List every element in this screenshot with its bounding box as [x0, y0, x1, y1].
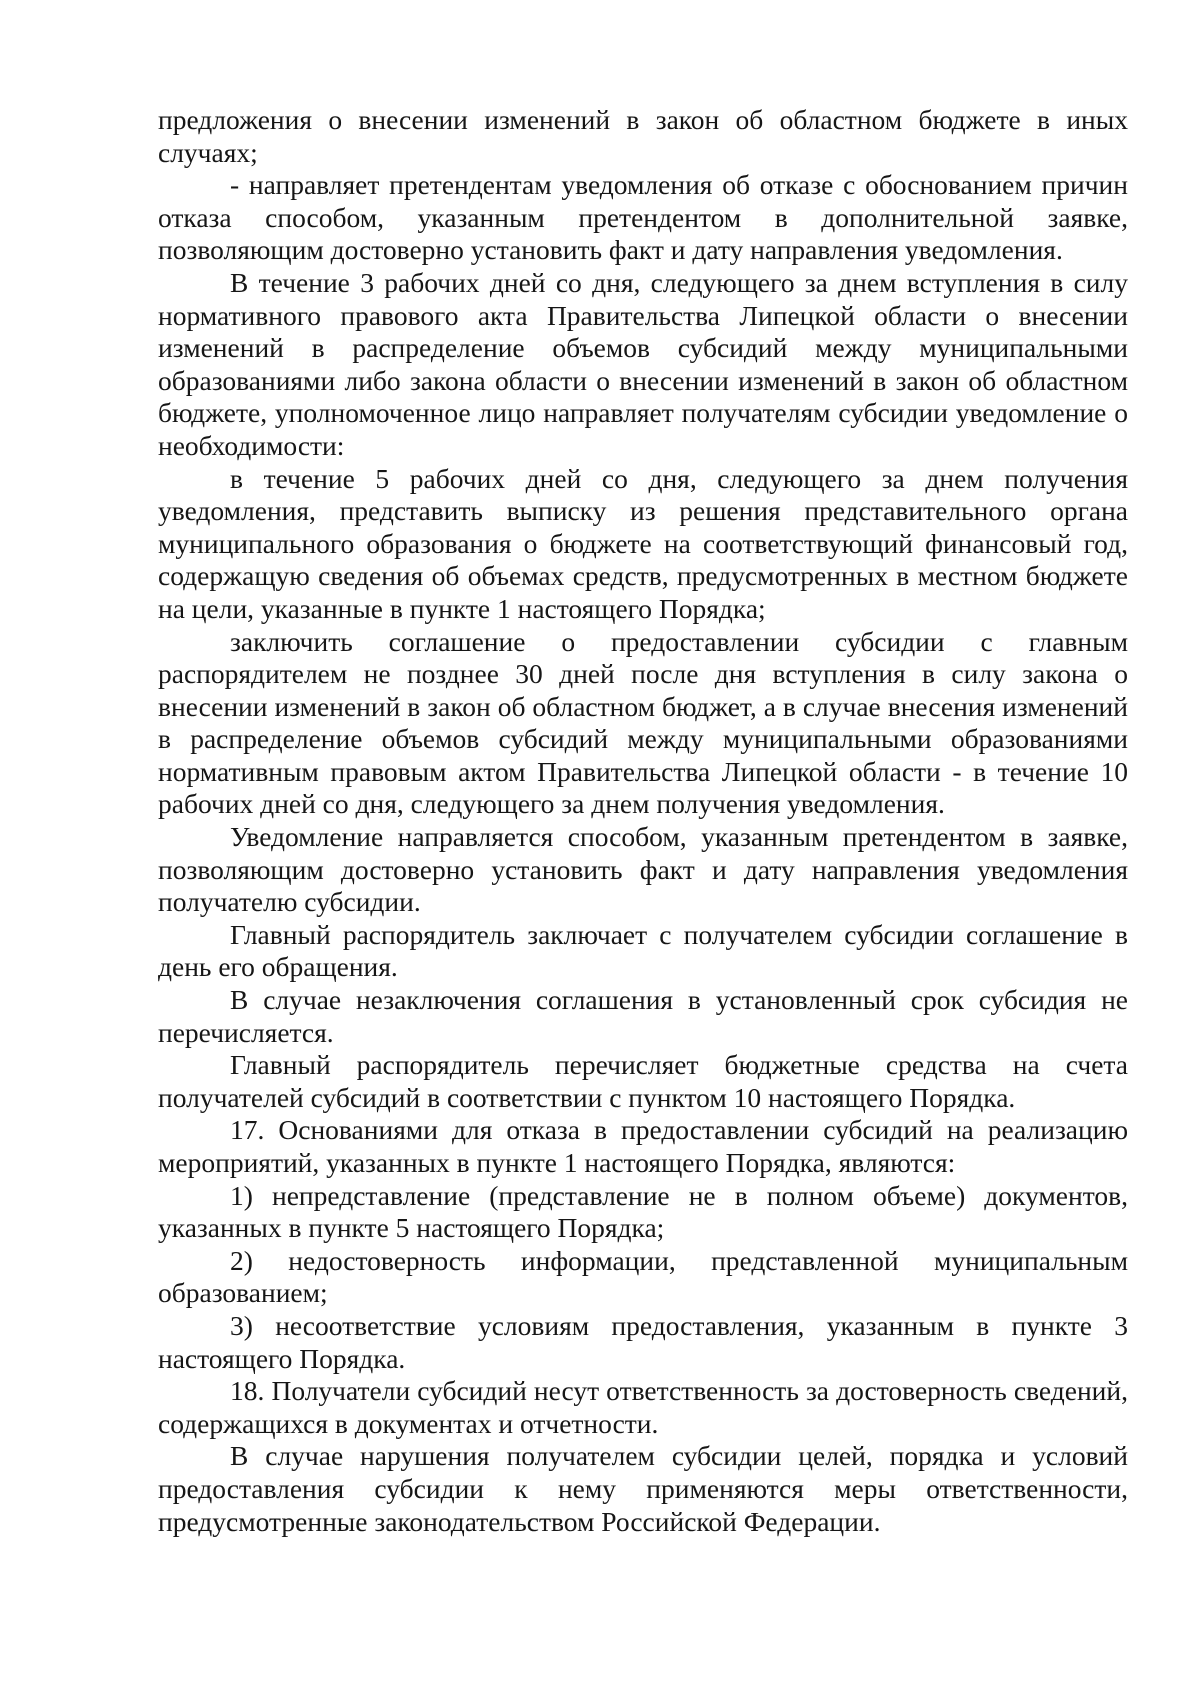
paragraph-13: 3) несоответствие условиям предоставления, указанным в пункте 3 настоящего Порядка. — [158, 1309, 1128, 1374]
paragraph-10: 17. Основаниями для отказа в предоставлении субсидий на реализацию мероприятий, указанных в пункте 1 настоящего Порядка, являются: — [158, 1114, 1128, 1178]
paragraph-2: - направляет претендентам уведомления об отказе с обоснованием причин отказа способом, указанным претендентом в дополнительной заявке, позволяющим достоверно установить факт и дату направления уведомления. — [158, 169, 1128, 266]
paragraph-15: В случае нарушения получателем субсидии целей, порядка и условий предоставления субсидии к нему применяются меры ответственности, предусмотренные законодательством Российской Федерации. — [158, 1440, 1128, 1537]
paragraph-12: 2) недостоверность информации, представленной муниципальным образованием; — [158, 1244, 1128, 1309]
paragraph-9: Главный распорядитель перечисляет бюджетные средства на счета получателей субсидий в соответствии с пунктом 10 настоящего Порядка. — [158, 1049, 1128, 1113]
paragraph-3: В течение 3 рабочих дней со дня, следующего за днем вступления в силу нормативного правового акта Правительства Липецкой области о внесении изменений в распределение объемов субсидий между муниципальными образованиями либо закона области о внесении изменений в закон об областном бюджете, уполномоченное лицо направляет получателям субсидии уведомление о необходимости: — [158, 266, 1128, 461]
paragraph-7: Главный распорядитель заключает с получателем субсидии соглашение в день его обращения. — [158, 918, 1128, 983]
paragraph-6: Уведомление направляется способом, указанным претендентом в заявке, позволяющим достоверно установить факт и дату направления уведомления получателю субсидии. — [158, 821, 1128, 918]
paragraph-1: предложения о внесении изменений в закон об областном бюджете в иных случаях; — [158, 104, 1128, 168]
document-body — [158, 104, 1128, 1538]
paragraph-11: 1) непредставление (представление не в полном объеме) документов, указанных в пункте 5 настоящего Порядка; — [158, 1179, 1128, 1244]
paragraph-5: заключить соглашение о предоставлении субсидии с главным распорядителем не позднее 30 дней после дня вступления в силу закона о внесении изменений в закон об областном бюджет, а в случае внесения изменений в распределение объемов субсидий между муниципальными образованиями нормативным правовым актом Правительства Липецкой области - в течение 10 рабочих дней со дня, следующего за днем получения уведомления. — [158, 625, 1128, 820]
paragraph-8: В случае незаключения соглашения в установленный срок субсидия не перечисляется. — [158, 984, 1128, 1048]
paragraph-4: в течение 5 рабочих дней со дня, следующего за днем получения уведомления, представить выписку из решения представительного органа муниципального образования о бюджете на соответствующий финансовый год, содержащую сведения об объемах средств, предусмотренных в местном бюджете на цели, указанные в пункте 1 настоящего Порядка; — [158, 462, 1128, 624]
paragraph-14: 18. Получатели субсидий несут ответственность за достоверность сведений, содержащихся в документах и отчетности. — [158, 1375, 1128, 1439]
